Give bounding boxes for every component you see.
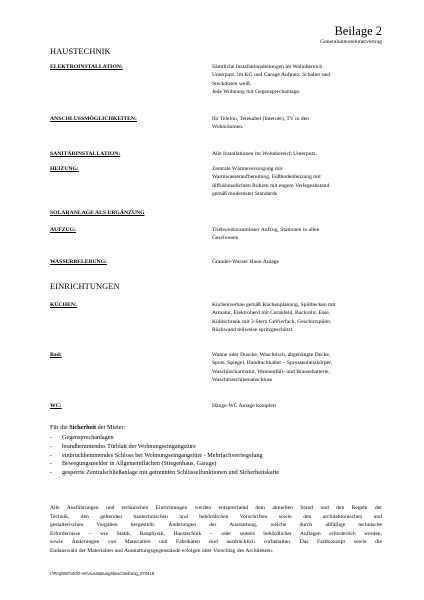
label-wc: WC:: [50, 403, 62, 409]
value-heizung: Zentrale Wärmeversorgung mit Warmwasseraufbereitung, Fußbodenheizung mit diffusionsdichten Rohren mit engem Verlegeabstand gemäß modernster Standards: [212, 166, 330, 198]
label-sanitaer: SANITÄRINSTALLATION:: [50, 151, 121, 157]
label-aufzug: AUFZUG:: [50, 227, 76, 233]
label-elektroinstallation: ELEKTROINSTALLATION:: [50, 64, 123, 70]
list-item: - brandhemmendes Türblatt der Wohnungseingangstüre: [50, 442, 196, 450]
value-kuechen: Küchenverbau gemäß Küchenplanung, Spülbecken mit Armatur, Elektroherd mit Ceranfeld, Backrohr, Esse, Kühlschrank mit 3-Stern Gefrierfach, Geschirrspüler, Rückwand teilweise spritzgeschützt: [212, 302, 336, 334]
label-heizung: HEIZUNG:: [50, 166, 79, 172]
label-solaranlage: SOLARANLAGE ALS ERGÄNZUNG: [50, 210, 145, 216]
document-subtitle: Generalunternehmervertrag: [320, 39, 382, 45]
section-title-einrichtungen: EINRICHTUNGEN: [50, 282, 120, 291]
list-item: - Gegensprechanlagen: [50, 434, 114, 441]
sicherheit-list: [50, 434, 380, 478]
value-anschluss: für Telefon, Telekabel (Internet), TV in den Wohnräumen.: [212, 116, 309, 131]
list-item: - einbruchhemmendes Schloss bei Wohnungseingangstüre - Mehrfachverriegelung: [50, 451, 263, 459]
label-kuechen: KÜCHEN:: [50, 302, 77, 308]
list-item: - gesperrte Zentralschließanlage mit getrennten Schlüsselfunktionen und Sicherheitskarte: [50, 469, 280, 477]
label-wasserbelebung: WASSERBELEBUNG:: [50, 259, 107, 265]
value-elektroinstallation: Sämtliche Installationsleitungen im Wohnbereich Unterputz, im KG und Garage Aufputz. Schalter und Steckdosen weiß. Jede Wohnung mit Gegensprechanlage.: [212, 64, 331, 96]
value-sanitaer: Alle Installationen im Wohnbereich Unterputz.: [212, 151, 317, 157]
file-path: I:\Proj\WG\VK\D-VK\Ausstattungsbeschreibung_070418: [50, 571, 155, 576]
value-aufzug: Triebwerksraumloser Aufzug, Stationen in allen Geschossen: [212, 227, 320, 242]
list-item: - Bewegungsmelder in Allgemeinflächen (Stiegenhaus, Garage): [50, 460, 217, 468]
label-bad: Bad:: [50, 352, 62, 358]
footer-note: Alle Ausführungen und technischen Einrichtungen werden entsprechend dem aktuellen Stand und den Regeln der Technik, den geltenden bautechnischen und behördlichen Vorschriften sowie den architektonischen und gestalterischen Vorgaben hergestellt. Änderungen der Ausstattung, welche durch allfällige technische Erfordernisse – wie Statik, Bauphysik, Haustechnik – oder seitens behördlicher Auflagen erforderlich werden, sowie Änderungen von Materialien und Fabrikaten sind ausdrücklich vorbehalten. Das Farbkonzept sowie die Endauswahl der Materialien und Ausstattungsgegenstände erfolgen über Vorschlag des Architekten.: [50, 505, 382, 554]
value-wasserbelebung: Grander-Wasser Haus-Anlage: [212, 259, 279, 265]
label-anschluss: ANSCHLUSSMÖGLICHKEITEN:: [50, 116, 137, 122]
value-wc: Hänge-WC Anlage komplett: [212, 403, 277, 409]
beilage-title: Beilage 2: [334, 24, 382, 38]
sicherheit-heading: Für die Sicherheit der Mieter:: [50, 424, 126, 431]
section-title-haustechnik: HAUSTECHNIK: [50, 47, 111, 56]
value-bad: Wanne oder Dusche, Waschtisch, abgehängte Decke, Spots, Spiegel, Handtuchhalter – Sprossenheizkörper, Waschtischarmatur, Wannenfüll- und Brausebatterie, Waschmaschinenanschluss: [212, 352, 333, 384]
